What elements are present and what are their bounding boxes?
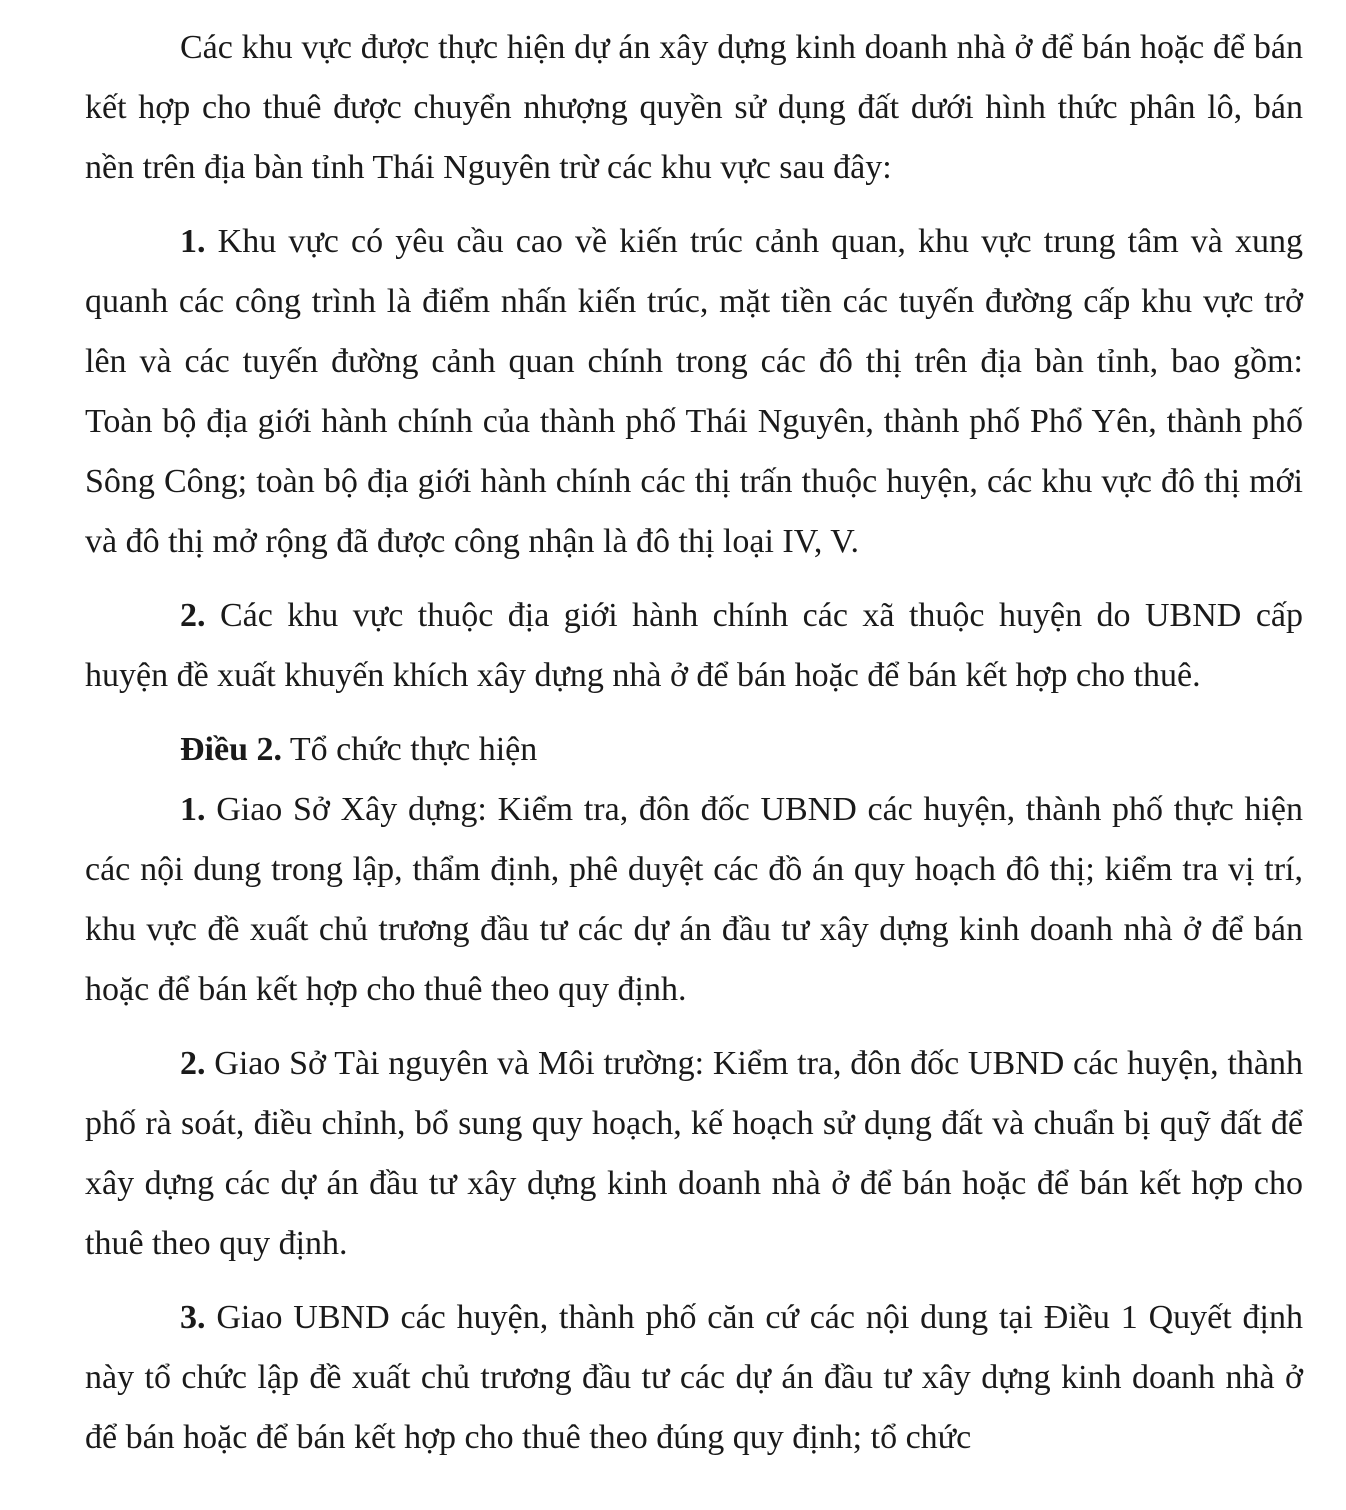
item-text: Giao Sở Tài nguyên và Môi trường: Kiểm tra, đôn đốc UBND các huyện, thành phố rà soát, điều chỉnh, bổ sung quy hoạch, kế hoạch sử dụng đất và chuẩn bị quỹ đất để xây dựng các dự án đầu tư xây dựng kinh doanh nhà ở để bán hoặc để bán kết hợp cho thuê theo quy định. xyxy=(85,1045,1303,1262)
exclusion-item-2 xyxy=(85,586,1303,706)
item-number: 1. xyxy=(180,223,206,260)
item-number: 3. xyxy=(180,1299,206,1336)
article-2-item-1 xyxy=(85,780,1303,1020)
item-text: Khu vực có yêu cầu cao về kiến trúc cảnh quan, khu vực trung tâm và xung quanh các công trình là điểm nhấn kiến trúc, mặt tiền các tuyến đường cấp khu vực trở lên và các tuyến đường cảnh quan chính trong các đô thị trên địa bàn tỉnh, bao gồm: Toàn bộ địa giới hành chính của thành phố Thái Nguyên, thành phố Phổ Yên, thành phố Sông Công; toàn bộ địa giới hành chính các thị trấn thuộc huyện, các khu vực đô thị mới và đô thị mở rộng đã được công nhận là đô thị loại IV, V. xyxy=(85,223,1303,560)
article-2-heading xyxy=(85,720,1303,780)
item-number: 2. xyxy=(180,597,206,634)
item-text: Giao UBND các huyện, thành phố căn cứ các nội dung tại Điều 1 Quyết định này tổ chức lập đề xuất chủ trương đầu tư các dự án đầu tư xây dựng kinh doanh nhà ở để bán hoặc để bán kết hợp cho thuê theo đúng quy định; tổ chức xyxy=(85,1299,1303,1456)
document-page xyxy=(85,18,1303,1468)
item-text: Các khu vực thuộc địa giới hành chính các xã thuộc huyện do UBND cấp huyện đề xuất khuyến khích xây dựng nhà ở để bán hoặc để bán kết hợp cho thuê. xyxy=(85,597,1303,694)
intro-paragraph: Các khu vực được thực hiện dự án xây dựng kinh doanh nhà ở để bán hoặc để bán kết hợp cho thuê được chuyển nhượng quyền sử dụng đất dưới hình thức phân lô, bán nền trên địa bàn tỉnh Thái Nguyên trừ các khu vực sau đây: xyxy=(85,29,1303,186)
item-number: 2. xyxy=(180,1045,206,1082)
article-label: Điều 2. xyxy=(180,731,282,768)
item-text: Giao Sở Xây dựng: Kiểm tra, đôn đốc UBND các huyện, thành phố thực hiện các nội dung trong lập, thẩm định, phê duyệt các đồ án quy hoạch đô thị; kiểm tra vị trí, khu vực đề xuất chủ trương đầu tư các dự án đầu tư xây dựng kinh doanh nhà ở để bán hoặc để bán kết hợp cho thuê theo quy định. xyxy=(85,791,1303,1008)
article-2-item-3 xyxy=(85,1288,1303,1468)
item-number: 1. xyxy=(180,791,206,828)
article-2-item-2 xyxy=(85,1034,1303,1274)
article-title: Tổ chức thực hiện xyxy=(289,731,538,768)
exclusion-item-1 xyxy=(85,212,1303,572)
